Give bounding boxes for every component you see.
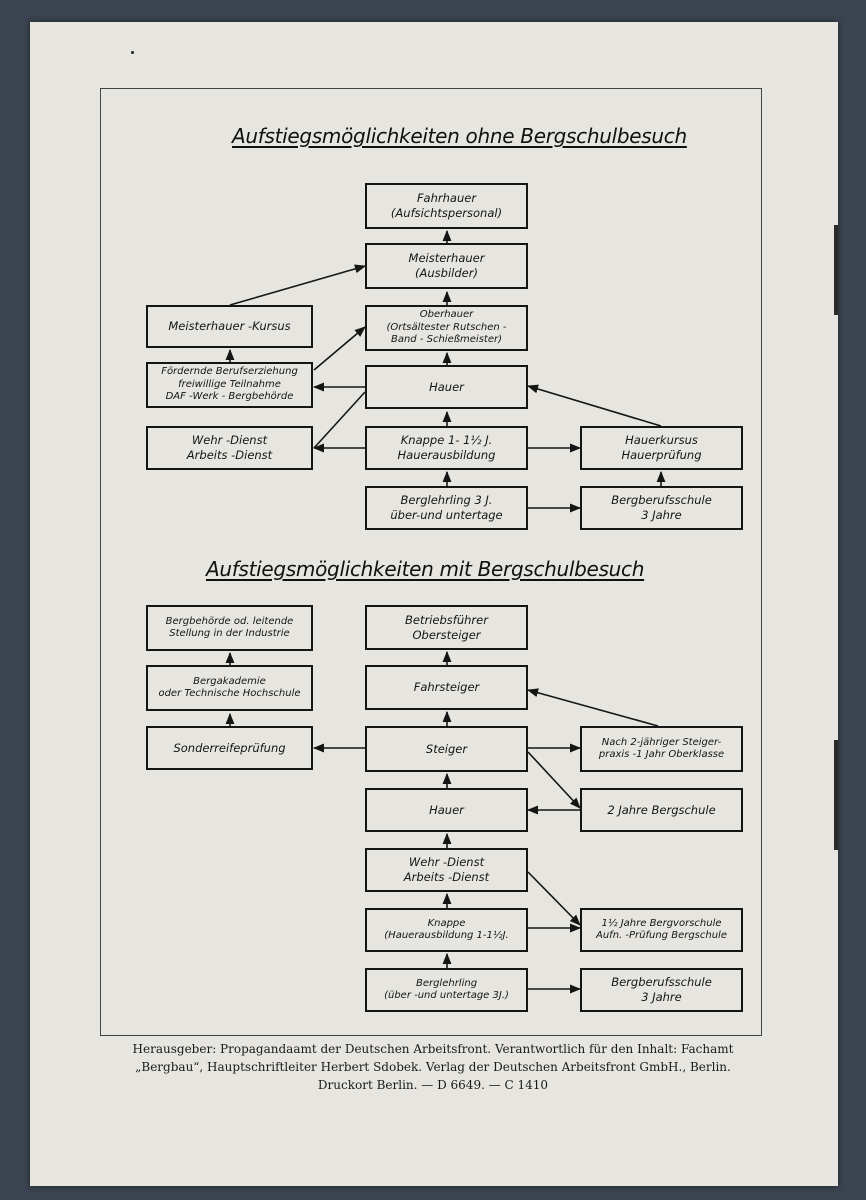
box-bergakademie bbox=[146, 665, 313, 711]
box-line: Bergakademie bbox=[193, 675, 266, 687]
box-line: Knappe bbox=[427, 917, 466, 929]
box-hauer-2 bbox=[365, 788, 528, 832]
box-line: (über -und untertage 3J.) bbox=[384, 990, 509, 1001]
box-line: Hauerprüfung bbox=[621, 448, 702, 462]
box-line: Knappe 1- 1½ J. bbox=[400, 433, 493, 447]
box-hauer bbox=[365, 365, 528, 409]
box-meisterhauer-kursus bbox=[146, 305, 313, 348]
arrow-wehrdienst-to-bergvorschule bbox=[528, 872, 580, 925]
box-line: 2 Jahre Bergschule bbox=[607, 802, 716, 817]
box-line: Nach 2-jähriger Steiger- bbox=[601, 736, 722, 748]
box-line: Bergbehörde od. leitende bbox=[165, 615, 294, 627]
box-betriebsfuehrer bbox=[365, 605, 528, 650]
box-bergberufsschule-2 bbox=[580, 968, 743, 1012]
box-steiger bbox=[365, 726, 528, 772]
box-line: Sonderreifeprüfung bbox=[173, 740, 286, 755]
box-knappe-2 bbox=[365, 908, 528, 952]
box-line: 3 Jahre bbox=[641, 990, 682, 1004]
box-line: 3 Jahre bbox=[641, 508, 682, 522]
box-line: über-und untertage bbox=[390, 508, 503, 522]
box-line: oder Technische Hochschule bbox=[158, 688, 301, 699]
box-foerdernde-berufserziehung bbox=[146, 362, 313, 408]
box-hauerkursus bbox=[580, 426, 743, 470]
arrow-steiger-to-bergschule bbox=[528, 752, 580, 808]
box-bergvorschule bbox=[580, 908, 743, 952]
box-line: Hauer bbox=[429, 379, 464, 394]
box-line: Aufn. -Prüfung Bergschule bbox=[596, 930, 727, 941]
arrow-steigerpraxis-to-fahrsteiger bbox=[528, 690, 658, 726]
box-line: Fahrhauer bbox=[416, 191, 477, 205]
box-line: Oberhauer bbox=[419, 309, 474, 321]
box-line: Hauer bbox=[429, 802, 464, 817]
box-line: (Hauerausbildung 1-1½J. bbox=[384, 930, 509, 941]
imprint-line: Druckort Berlin. — D 6649. — C 1410 bbox=[317, 1078, 549, 1092]
box-line: Hauerkursus bbox=[625, 433, 698, 447]
box-line: Stellung in der Industrie bbox=[169, 628, 290, 639]
box-line: Steiger bbox=[425, 741, 468, 756]
box-sonderreifepruefung bbox=[146, 726, 313, 770]
box-line: Arbeits -Dienst bbox=[403, 870, 490, 884]
section-title-without: Aufstiegsmöglichkeiten ohne Bergschulbesuch bbox=[232, 124, 687, 148]
box-line: praxis -1 Jahr Oberklasse bbox=[598, 749, 725, 760]
box-line: (Aufsichtspersonal) bbox=[390, 206, 503, 220]
box-wehrdienst-2 bbox=[365, 848, 528, 892]
arrow-hauerkursus-to-hauer bbox=[528, 386, 661, 426]
box-line: Band - Schießmeister) bbox=[390, 334, 503, 346]
box-fahrsteiger bbox=[365, 665, 528, 710]
box-line: Wehr -Dienst bbox=[191, 433, 268, 447]
section-title-with: Aufstiegsmöglichkeiten mit Bergschulbesuch bbox=[206, 557, 645, 581]
publisher-imprint bbox=[95, 1040, 771, 1094]
arrow-kursus-to-meisterhauer bbox=[230, 266, 365, 305]
box-line: (Ortsältester Rutschen - bbox=[386, 321, 507, 333]
line-wehrdienst-to-hauer bbox=[314, 392, 365, 448]
box-bergbehoerde bbox=[146, 605, 313, 651]
imprint-line: Herausgeber: Propagandaamt der Deutschen Arbeitsfront. Verantwortlich für den Inhalt: Fachamt bbox=[132, 1042, 734, 1056]
box-meisterhauer bbox=[365, 243, 528, 289]
box-wehrdienst bbox=[146, 426, 313, 470]
box-bergberufsschule bbox=[580, 486, 743, 530]
box-line: (Ausbilder) bbox=[415, 266, 478, 280]
imprint-line: „Bergbau“, Hauptschriftleiter Herbert Sdobek. Verlag der Deutschen Arbeitsfront GmbH., Berlin. bbox=[135, 1060, 731, 1074]
box-line: Berglehrling bbox=[415, 977, 478, 989]
box-line: Bergberufsschule bbox=[611, 493, 712, 507]
box-steigerpraxis bbox=[580, 726, 743, 772]
box-line: Berglehrling 3 J. bbox=[400, 493, 493, 507]
box-line: Obersteiger bbox=[412, 627, 481, 642]
box-line: Betriebsführer bbox=[405, 612, 488, 627]
box-line: Arbeits -Dienst bbox=[186, 448, 273, 462]
box-line: Fördernde Berufserziehung bbox=[161, 366, 298, 378]
box-line: Meisterhauer bbox=[408, 251, 485, 265]
box-line: Hauerausbildung bbox=[397, 448, 496, 462]
box-line: Fahrsteiger bbox=[413, 680, 480, 694]
arrow-foerdernde-to-oberhauer bbox=[314, 327, 365, 370]
box-knappe bbox=[365, 426, 528, 470]
box-berglehrling-2 bbox=[365, 968, 528, 1012]
box-oberhauer bbox=[365, 305, 528, 351]
box-line: Wehr -Dienst bbox=[408, 855, 485, 869]
box-line: DAF -Werk - Bergbehörde bbox=[165, 391, 294, 403]
box-line: Bergberufsschule bbox=[611, 975, 712, 989]
box-line: freiwillige Teilnahme bbox=[178, 378, 281, 390]
box-berglehrling bbox=[365, 486, 528, 530]
box-bergschule bbox=[580, 788, 743, 832]
box-line: Meisterhauer -Kursus bbox=[168, 319, 291, 333]
box-fahrhauer bbox=[365, 183, 528, 229]
box-line: 1½ Jahre Bergvorschule bbox=[601, 917, 722, 929]
